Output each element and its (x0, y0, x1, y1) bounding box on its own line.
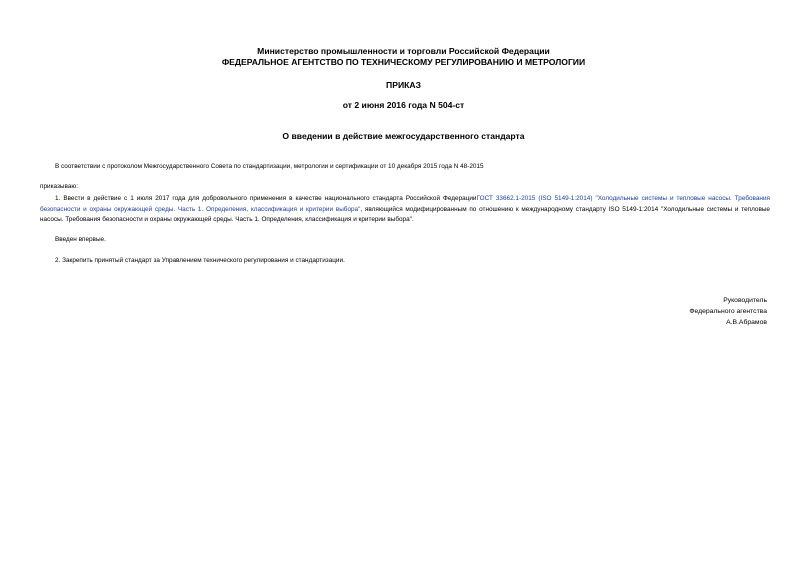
order-word: приказываю: (40, 183, 78, 190)
intro-paragraph: В соответствии с протоколом Межгосударственного Совета по стандартизации, метрологии и сертификации от 10 декабря 2015 года N 48-2015 (55, 163, 484, 170)
introduced-first-note: Введен впервые. (55, 236, 106, 243)
document-date-number: от 2 июня 2016 года N 504-ст (342, 100, 465, 110)
agency-title: ФЕДЕРАЛЬНОЕ АГЕНТСТВО ПО ТЕХНИЧЕСКОМУ РЕГУЛИРОВАНИЮ И МЕТРОЛОГИИ (221, 57, 586, 67)
signature-position-line1: Руководитель (723, 297, 767, 304)
document-subject: О введении в действие межгосударственного стандарта (282, 131, 525, 141)
signature-name: А.В.Абрамов (726, 319, 767, 326)
document-type: ПРИКАЗ (386, 80, 421, 90)
order-item-1-text: 1. Ввести в действие с 1 июля 2017 года для добровольного применения в качестве национального стандарта Российской Федерации (55, 195, 477, 202)
signature-position-line2: Федерального агентства (689, 308, 767, 315)
order-item-1 (40, 194, 770, 226)
standard-link[interactable]: ГОСТ 33662.1-2015 (ISO 5149-1:2014) "Холодильные системы и тепловые насосы. Требования безопасности и охраны окружающей среды. Часть 1. Определения, классификация и критерии выбора" (40, 195, 770, 213)
order-item-1-text-after: , являющийся модифицированным по отношению к международному стандарту ISO 5149-1:2014 "Холодильные системы и тепловые насосы. Требования безопасности и охраны окружающей среды. Часть 1. Определения, классификация и критерии выбора". (40, 205, 770, 223)
order-item-2: 2. Закрепить принятый стандарт за Управлением технического регулирования и стандартизации. (55, 257, 345, 264)
ministry-title: Министерство промышленности и торговли Российской Федерации (257, 46, 550, 56)
